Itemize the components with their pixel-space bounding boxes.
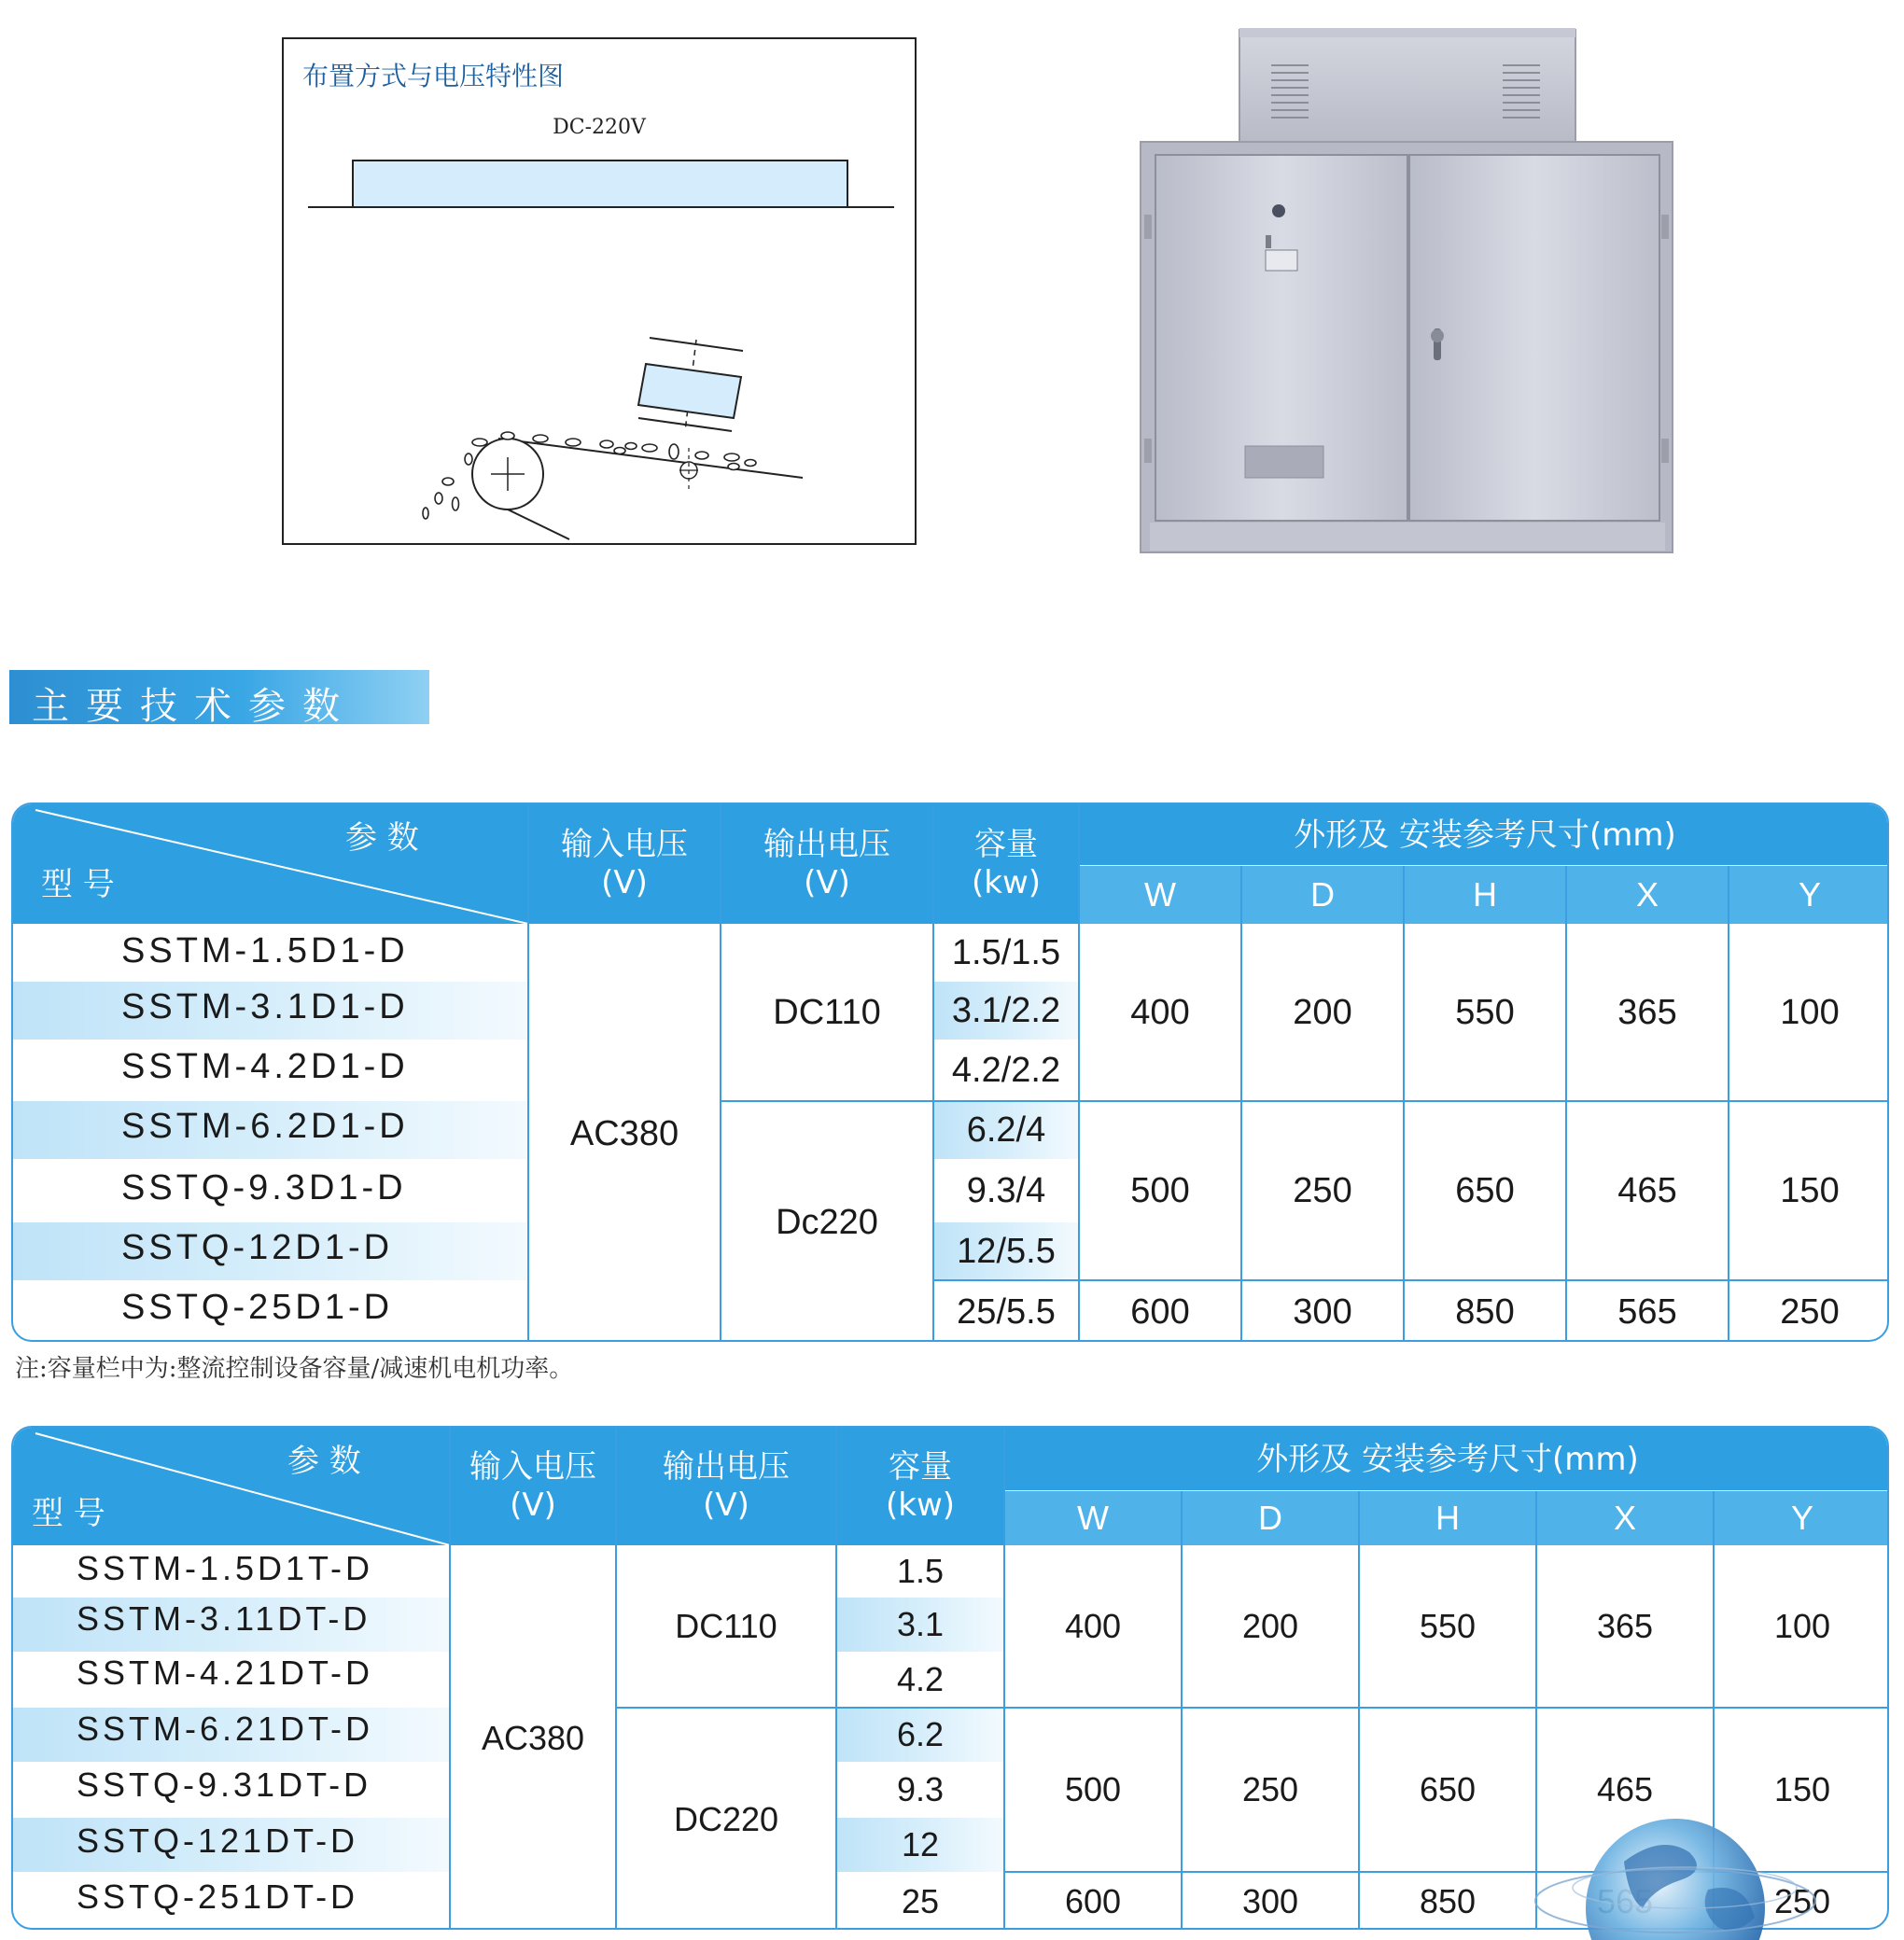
table-row: SSTQ-9.31DT-D [77,1766,372,1804]
dim-cell: 150 [1780,1170,1840,1210]
table-row: SSTM-6.2D1-D [121,1107,409,1146]
header-dim-w: W [1077,1499,1109,1537]
header-model: 型 号 [41,866,115,903]
capacity-note: 注:容量栏中为:整流控制设备容量/减速机电机功率。 [15,1355,574,1383]
dim-cell: 400 [1064,1607,1122,1645]
header-capacity: 容量 (kw) [885,1448,956,1524]
header-dimensions: 外形及 安装参考尺寸(mm) [1294,816,1676,854]
spec-table-1 [11,803,1889,1342]
capacity-cell: 1.5/1.5 [951,932,1061,972]
dim-cell: 465 [1596,1770,1654,1808]
capacity-cell: 6.2/4 [966,1110,1046,1150]
capacity-cell: 4.2 [896,1660,945,1698]
header-input-voltage: 输入电压 (V) [561,826,688,901]
capacity-cell: 25 [901,1882,940,1920]
dim-cell: 300 [1293,1291,1352,1332]
dim-cell: 250 [1773,1882,1831,1920]
dim-cell: 465 [1617,1170,1677,1210]
header-model: 型 号 [32,1495,105,1532]
capacity-cell: 12 [901,1825,940,1863]
header-dim-d: D [1310,875,1335,914]
dim-cell: 200 [1293,992,1352,1032]
dim-cell: 365 [1617,992,1677,1032]
header-diagonal [13,804,528,924]
table-row: SSTQ-251DT-D [77,1877,359,1916]
dim-cell: 150 [1773,1770,1831,1808]
separator-diagram-drawing [284,39,918,547]
capacity-cell: 3.1/2.2 [951,990,1061,1030]
table-row: SSTM-3.11DT-D [77,1599,371,1638]
table-row: SSTM-6.21DT-D [77,1710,374,1748]
dim-cell: 650 [1419,1770,1477,1808]
layout-voltage-diagram [282,37,917,545]
table-row: SSTQ-9.3D1-D [121,1168,407,1207]
header-dim-w: W [1144,875,1176,914]
diagram-title: 布置方式与电压特性图 [302,61,565,91]
table-row: SSTM-3.1D1-D [121,987,409,1026]
capacity-cell: 25/5.5 [957,1291,1056,1332]
capacity-cell: 3.1 [896,1605,945,1643]
dim-cell: 250 [1780,1291,1840,1332]
dim-cell: 365 [1596,1607,1654,1645]
header-dim-h: H [1435,1499,1460,1537]
capacity-cell: 6.2 [896,1715,945,1753]
table-row: SSTM-1.5D1-D [121,931,409,970]
header-dim-x: X [1635,875,1659,914]
header-dimensions: 外形及 安装参考尺寸(mm) [1256,1440,1639,1478]
header-dim-d: D [1258,1499,1282,1537]
dim-cell: 500 [1130,1170,1190,1210]
dim-cell: 565 [1617,1291,1677,1332]
dim-cell: 550 [1419,1607,1477,1645]
capacity-cell: 12/5.5 [957,1231,1056,1271]
dim-cell: 400 [1130,992,1190,1032]
capacity-cell: 1.5 [896,1552,945,1590]
input-voltage-value: AC380 [569,1113,679,1153]
dim-cell: 550 [1455,992,1515,1032]
header-output-voltage: 输出电压 (V) [663,1448,790,1524]
header-dim-y: Y [1790,1499,1813,1537]
dim-cell: 100 [1780,992,1840,1032]
dim-cell: 850 [1419,1882,1477,1920]
capacity-cell: 9.3/4 [966,1170,1046,1210]
dim-cell: 300 [1241,1882,1299,1920]
header-output-voltage: 输出电压 (V) [763,826,890,901]
dim-cell: 250 [1293,1170,1352,1210]
dim-cell: 200 [1241,1607,1299,1645]
capacity-cell: 4.2/2.2 [951,1050,1061,1090]
header-input-voltage: 输入电压 (V) [469,1448,596,1524]
table-row: SSTM-4.2D1-D [121,1047,409,1086]
header-param: 参 数 [345,819,419,857]
globe-logo-icon [1531,1815,1839,1940]
section-header [9,670,429,728]
dim-cell: 500 [1064,1770,1122,1808]
header-capacity: 容量 (kw) [971,826,1042,901]
table-row: SSTQ-12D1-D [121,1228,394,1267]
output-voltage-value: Dc220 [776,1202,878,1242]
table-row: SSTQ-121DT-D [77,1821,359,1860]
dim-cell: 600 [1064,1882,1122,1920]
dim-cell: 100 [1773,1607,1831,1645]
control-cabinet-photo [1129,28,1680,556]
capacity-cell: 9.3 [896,1770,945,1808]
output-voltage-value: DC110 [675,1607,777,1645]
dim-cell: 650 [1455,1170,1515,1210]
section-title: 主要技术参数 [32,685,357,728]
header-dim-h: H [1473,875,1497,914]
diagram-voltage-label: DC-220V [553,116,646,139]
table-row: SSTM-4.21DT-D [77,1654,374,1692]
dim-cell: 850 [1455,1291,1515,1332]
header-dim-x: X [1613,1499,1636,1537]
table-row: SSTM-1.5D1T-D [77,1549,374,1587]
header-dim-y: Y [1798,875,1821,914]
output-voltage-value: DC110 [773,992,881,1032]
output-voltage-value: DC220 [673,1800,779,1838]
table-row: SSTQ-25D1-D [121,1288,394,1327]
dim-cell: 250 [1241,1770,1299,1808]
header-param: 参 数 [287,1443,361,1480]
input-voltage-value: AC380 [481,1719,585,1757]
dim-cell: 600 [1130,1291,1190,1332]
